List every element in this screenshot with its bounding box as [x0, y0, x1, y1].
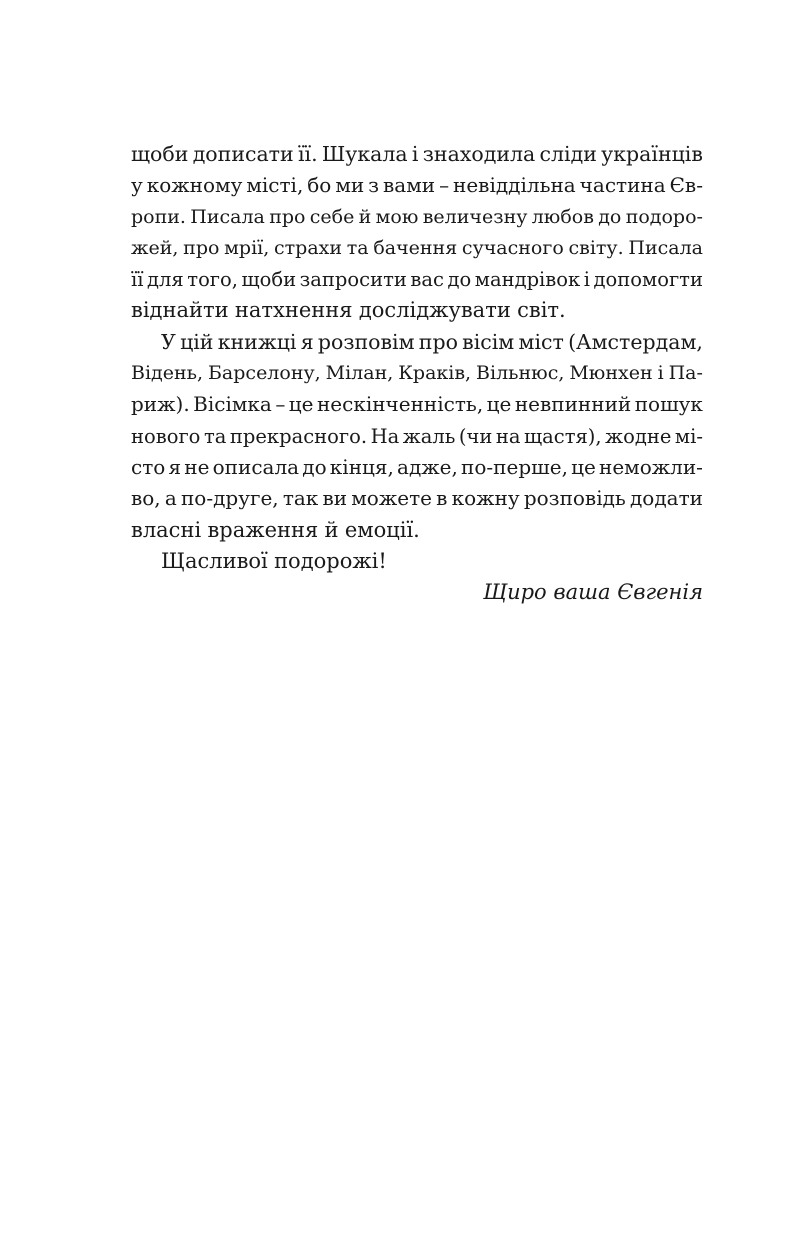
text-line: ропи. Писала про себе й мою величезну любов до подоро- [131, 205, 703, 228]
body-text [131, 139, 703, 608]
text-line: Відень, Барселону, Мілан, Краків, Вільнюс, Мюнхен і Па- [131, 362, 703, 385]
paragraph [131, 327, 703, 546]
text-line: віднайти натхнення досліджувати світ. [131, 298, 566, 323]
text-line: нового та прекрасного. На жаль (чи на щастя), жодне мі- [131, 424, 703, 448]
author-signature: Щиро ваша Євгенія [483, 580, 703, 605]
text-line: риж). Вісімка – це нескінченність, це невпинний пошук [131, 392, 703, 417]
text-line: щоби дописати її. Шукала і знаходила сліди українців [131, 142, 703, 166]
paragraph [131, 139, 703, 327]
text-line: сто я не описала до кінця, адже, по-перше, це неможли- [131, 454, 703, 479]
text-line: во, а по-друге, так ви можете в кожну розповідь додати [131, 486, 703, 511]
text-line: У цій книжці я розповім про вісім міст (Амстердам, [161, 329, 703, 354]
text-line: жей, про мрії, страхи та бачення сучасного світу. Писала [131, 236, 703, 259]
text-line: її для того, щоби запросити вас до мандрівок і допомогти [131, 268, 703, 292]
text-line: у кожному місті, бо ми з вами – невіддільна частина Єв- [131, 173, 703, 198]
text-line: власні враження й емоції. [131, 517, 420, 542]
text-line: Щасливої подорожі! [161, 548, 387, 573]
paragraph [131, 546, 703, 577]
